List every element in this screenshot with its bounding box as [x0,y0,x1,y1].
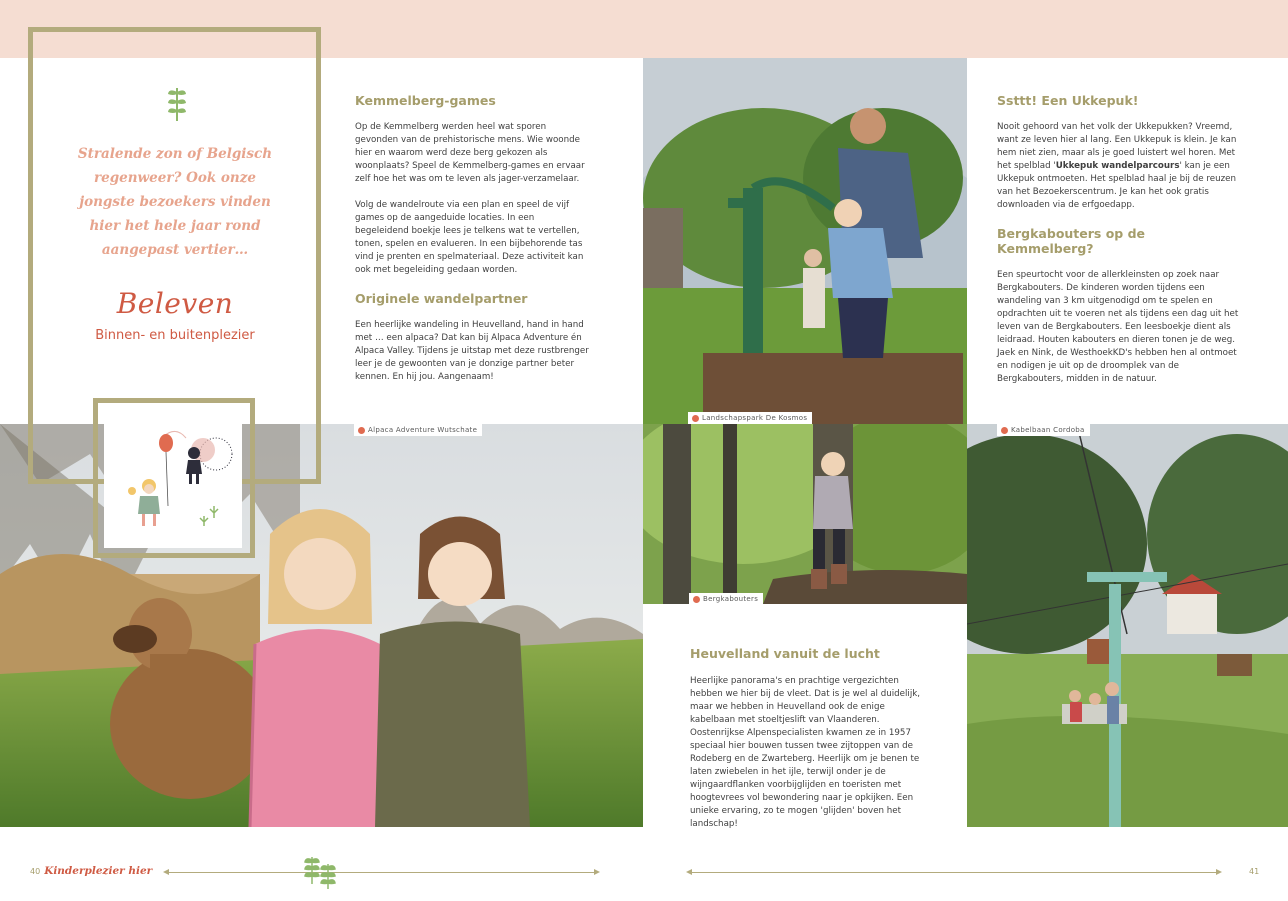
photo-credit-kosmos: Landschapspark De Kosmos [688,412,812,424]
photo-credit-kabelbaan: Kabelbaan Cordoba [997,424,1090,436]
footer-rule-left [166,872,596,873]
section-heading: Kemmelberg-games [355,93,496,108]
arrow-left-icon [163,869,169,875]
footer-rule-right [690,872,1218,873]
intro-subtitle: Binnen- en buitenplezier [95,328,255,343]
sprig-icon [165,84,189,122]
section-heading: Originele wandelpartner [355,291,528,306]
footer-title: Kinderplezier hier [44,865,153,877]
camera-icon [358,427,365,434]
sprig-pair-icon [302,854,338,890]
section-paragraph: Nooit gehoord van het volk der Ukkepukken? Vreemd, want ze leven hier al lang. Een Ukkepuk is klein. Je kan hem niet zien, maar als je goed luistert wel horen. Met het spelblad 'Ukkepuk wandelparcours' kan je een Ukkepuk ontmoeten. Het spelblad haal je bij de reuzen van het Bezoekerscentrum. Je kan het ook gratis downloaden via de erfgoedapp. [997,122,1237,210]
photo-forest [643,424,967,604]
page-number-left: 40 [30,867,41,876]
section-paragraph: Volg de wandelroute via een plan en speel de vijf games op de aangeduide locaties. In een begeleidend boekje lees je telkens wat te vertellen, tonen, spelen en evalueren. In een bijbehorende tas vind je prenten en spelmateriaal. Deze activiteit kan ook met begeleiding gedaan worden. [355,200,584,275]
intro-title: Beleven [116,287,234,320]
camera-icon [692,415,699,422]
section-ukkepuk [997,93,1245,212]
photo-credit-bergkabouters: Bergkabouters [689,593,763,604]
section-bergkabouters [997,226,1245,386]
section-heading: Heuvelland vanuit de lucht [690,646,880,661]
section-heading: Ssttt! Een Ukkepuk! [997,93,1139,108]
photo-cable-car [967,424,1288,827]
arrow-left-icon [686,869,692,875]
footer-left [30,865,152,877]
section-kemmelberg-games [355,93,587,277]
children-balloon-illustration [104,406,242,548]
section-paragraph: Heerlijke panorama's en prachtige vergezichten hebben we hier bij de vleet. Dat is je wel al duidelijk, maar we hebben in Heuvelland ook de enige kabelbaan met stoeltjeslift van Vlaanderen. Oostenrijkse Alpenspecialisten kwamen ze in 1957 speciaal hier bouwen tussen twee zijtoppen van de Rodeberg en de Zwarteberg. Heerlijk om je benen te laten zwiebelen in het ijle, terwijl onder je de wijngaardflanken voorbijglijden en toeristen met hoogtevrees vol bewondering naar je opkijken. Een unieke ervaring, zo te mogen 'glijden' boven het landschap! [690,676,921,829]
section-paragraph: Een speurtocht voor de allerkleinsten op zoek naar Bergkabouters. De kinderen worden tijdens een wandeling van 3 km uitgenodigd om te spelen en opdrachten uit te voeren net als tijdens een dag uit het leven van de Bergkabouters. Een leesboekje dient als leidraad. Houten kabouters en dieren tonen je de weg. Jaek en Nink, de WesthoekKD's hebben hen al ontmoet en nodigen je uit op de droomplek van de Bergkabouters, midden in de natuur. [997,270,1239,384]
photo-water-pump [643,58,967,424]
section-heading: Bergkabouters op de Kemmelberg? [997,226,1146,256]
arrow-right-icon [594,869,600,875]
section-heuvelland [690,646,932,831]
camera-icon [1001,427,1008,434]
camera-icon [693,596,700,603]
section-paragraph: Een heerlijke wandeling in Heuvelland, hand in hand met … een alpaca? Dat kan bij Alpaca Adventure én Alpaca Valley. Tijdens je uitstap met deze rustbrenger leer je de gewoonten van je donzige partner beter kennen. En hij jou. Aangenaam! [355,320,589,382]
section-paragraph: Op de Kemmelberg werden heel wat sporen gevonden van de prehistorische mens. Wie woonde hier en waarom werd deze berg gekozen als woonplaats? Speel de Kemmelberg-games en ervaar zelf hoe het was om te leven als jager-verzamelaar. [355,122,585,184]
intro-quote: Stralende zon of Belgisch regenweer? Ook onze jongste bezoekers vinden hier het hele jaar rond aangepast vertier… [77,146,273,258]
arrow-right-icon [1216,869,1222,875]
photo-credit-alpaca: Alpaca Adventure Wutschate [354,424,482,436]
page-number-right: 41 [1249,867,1260,876]
illustration-panel [104,406,242,548]
section-wandelpartner [355,291,591,384]
